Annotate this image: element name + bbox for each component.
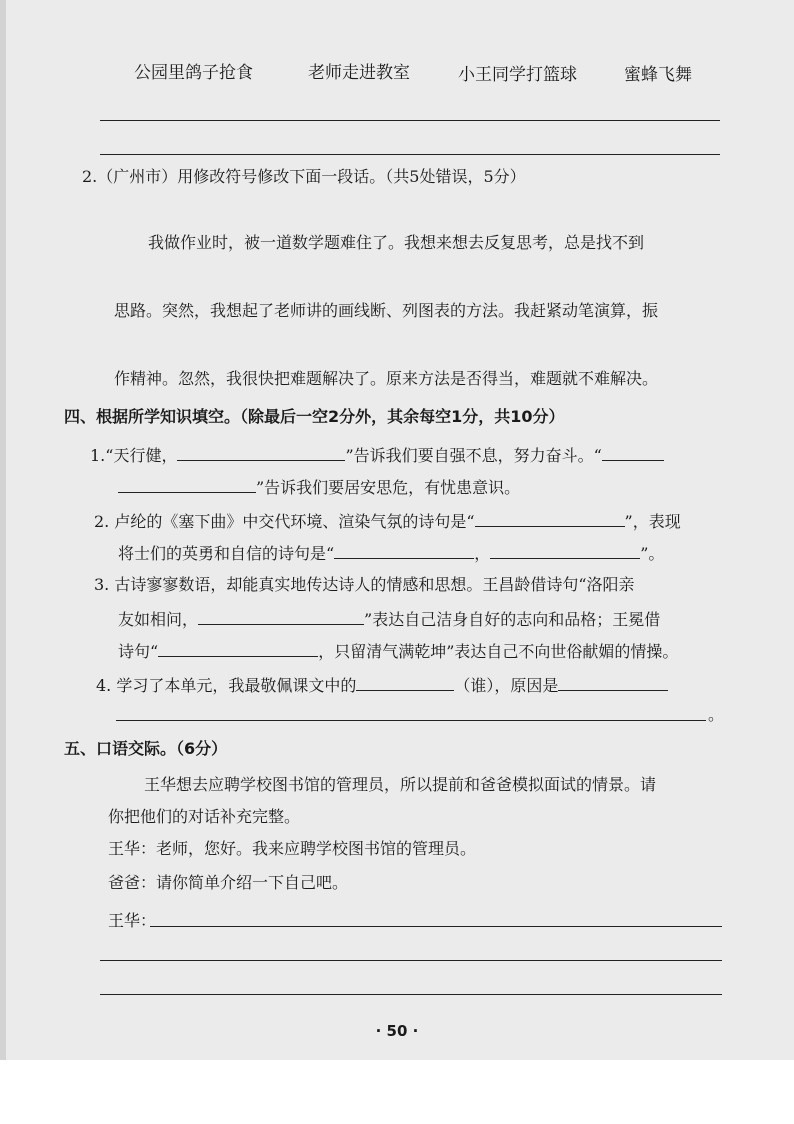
q4-2-text-e: ”。 xyxy=(640,544,665,563)
question-4-3-cont2 xyxy=(118,638,678,663)
answer-line[interactable] xyxy=(116,720,706,721)
fill-blank[interactable] xyxy=(475,508,625,527)
question-4-2 xyxy=(94,508,681,533)
paragraph-line-1: 我做作业时，被一道数学题难住了。我想来想去反复思考，总是找不到 xyxy=(148,233,645,252)
q4-1-text-b: ”告诉我们要自强不息，努力奋斗。“ xyxy=(345,446,602,465)
q4-4-text-a: 4. 学习了本单元，我最敬佩课文中的 xyxy=(96,676,357,695)
q4-1-text-a: 1.“天行健， xyxy=(90,446,178,465)
dialogue-baba: 爸爸：请你简单介绍一下自己吧。 xyxy=(108,873,349,892)
q4-3-text-a: 3. 古诗寥寥数语，却能真实地传达诗人的情感和思想。王昌龄借诗句“洛阳亲 xyxy=(94,575,635,594)
q4-2-text-b: ”，表现 xyxy=(624,512,681,531)
fill-blank[interactable] xyxy=(558,672,668,691)
section-5-intro-2: 你把他们的对话补充完整。 xyxy=(108,807,301,826)
fill-blank[interactable] xyxy=(334,540,474,559)
fill-blank[interactable] xyxy=(158,638,318,657)
section-5-heading: 五、口语交际。（6分） xyxy=(64,739,228,758)
q4-2-text-c: 将士们的英勇和自信的诗句是“ xyxy=(118,544,335,563)
q4-4-text-b: （谁），原因是 xyxy=(454,676,559,695)
question-4-3-cont xyxy=(118,606,660,631)
paragraph-line-3: 作精神。忽然，我很快把难题解决了。原来方法是否得当，难题就不难解决。 xyxy=(114,369,659,388)
answer-line[interactable] xyxy=(100,994,722,995)
fill-blank[interactable] xyxy=(490,540,640,559)
fill-blank[interactable] xyxy=(177,442,345,461)
q4-2-text-d: ， xyxy=(474,544,491,563)
fill-blank[interactable] xyxy=(118,474,256,493)
top-phrase-3: 小王同学打篮球 xyxy=(458,65,577,85)
section-5-intro-1: 王华想去应聘学校图书馆的管理员，所以提前和爸爸模拟面试的情景。请 xyxy=(144,775,657,794)
question-4-1-cont xyxy=(118,474,520,499)
answer-line[interactable] xyxy=(100,120,720,121)
dialogue-wanghua-1: 王华：老师，您好。我来应聘学校图书馆的管理员。 xyxy=(108,839,477,858)
question-4-1 xyxy=(90,442,664,467)
bleed-through-text xyxy=(110,92,485,113)
page-number: · 50 · xyxy=(375,1022,419,1040)
top-phrase-4: 蜜蜂飞舞 xyxy=(624,65,692,85)
fill-blank[interactable] xyxy=(356,672,454,691)
q4-4-end: 。 xyxy=(708,705,725,724)
paragraph-line-2: 思路。突然，我想起了老师讲的画线断、列图表的方法。我赶紧动笔演算，振 xyxy=(114,301,659,320)
q4-2-text-a: 2. 卢纶的《塞下曲》中交代环境、渲染气氛的诗句是“ xyxy=(94,512,475,531)
question-2-title: 2.（广州市）用修改符号修改下面一段话。（共5处错误，5分） xyxy=(82,167,526,186)
q4-3-text-c: ”表达自己洁身自好的志向和品格；王冕借 xyxy=(364,610,661,629)
question-4-2-cont xyxy=(118,540,664,565)
fill-blank[interactable] xyxy=(602,442,664,461)
q4-1-text-c: ”告诉我们要居安思危，有忧患意识。 xyxy=(256,478,521,497)
answer-line[interactable] xyxy=(100,154,720,155)
page-edge xyxy=(0,0,6,1060)
q4-3-text-d: 诗句“ xyxy=(118,642,159,661)
dialogue-wanghua-2-label: 王华： xyxy=(108,911,157,930)
answer-line[interactable] xyxy=(150,926,722,927)
q4-3-text-e: ，只留清气满乾坤”表达自己不向世俗献媚的情操。 xyxy=(318,642,679,661)
fill-blank[interactable] xyxy=(198,606,364,625)
top-phrase-1: 公园里鸽子抢食 xyxy=(134,63,253,83)
answer-line[interactable] xyxy=(100,960,722,961)
q4-3-text-b: 友如相问， xyxy=(118,610,199,629)
section-4-heading: 四、根据所学知识填空。（除最后一空2分外，其余每空1分，共10分） xyxy=(64,407,565,426)
top-phrase-2: 老师走进教室 xyxy=(308,63,410,83)
question-4-4 xyxy=(96,672,668,697)
